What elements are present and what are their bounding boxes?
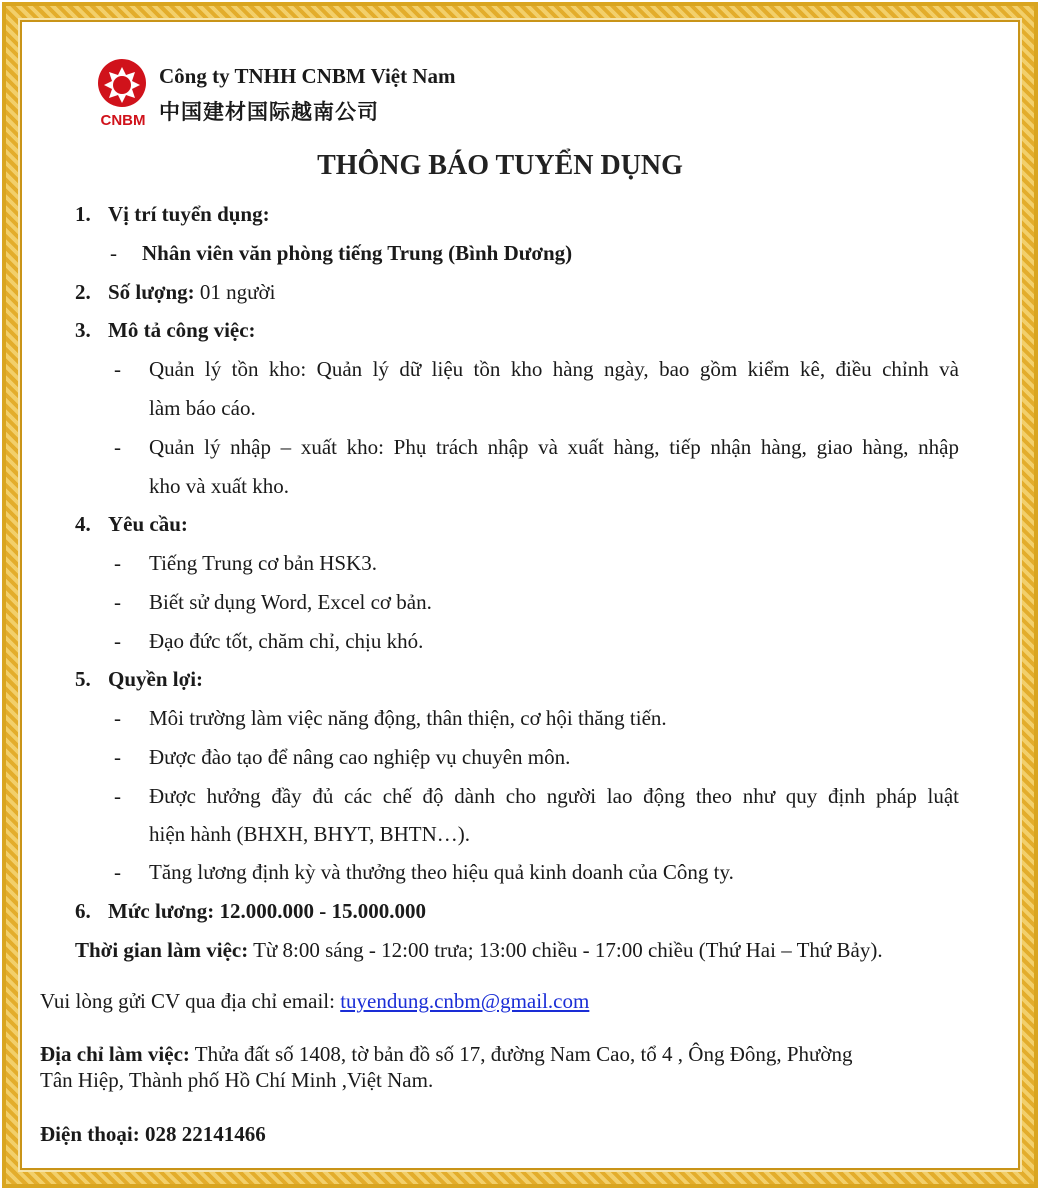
bullet: -	[114, 590, 121, 614]
work-time-value: Từ 8:00 sáng - 12:00 trưa; 13:00 chiều - 17:00 chiều (Thứ Hai – Thứ Bảy).	[253, 938, 883, 962]
salary-heading: Mức lương: 12.000.000 - 15.000.000	[108, 899, 426, 923]
email-link[interactable]: tuyendung.cnbm@gmail.com	[340, 989, 590, 1013]
section-heading-quantity: Số lượng:	[108, 280, 195, 304]
company-name-cn: 中国建材国际越南公司	[159, 100, 379, 124]
section-number: 3.	[75, 318, 91, 342]
benefit-item-continued: hiện hành (BHXH, BHYT, BHTN…).	[149, 822, 470, 846]
requirement-item: Tiếng Trung cơ bản HSK3.	[149, 551, 377, 575]
section-heading-position: Vị trí tuyển dụng:	[108, 202, 270, 226]
section-number: 4.	[75, 512, 91, 536]
benefit-item: Được đào tạo để nâng cao nghiệp vụ chuyên môn.	[149, 745, 571, 769]
cv-instruction: Vui lòng gửi CV qua địa chỉ email:	[40, 989, 335, 1013]
phone-value: 028 22141466	[145, 1122, 266, 1146]
bullet: -	[114, 706, 121, 730]
bullet: -	[114, 551, 121, 575]
logo-text: CNBM	[100, 112, 146, 129]
bullet: -	[114, 435, 121, 459]
bullet: -	[114, 357, 121, 381]
bullet: -	[114, 784, 121, 808]
bullet: -	[114, 860, 121, 884]
section-heading-description: Mô tả công việc:	[108, 318, 256, 342]
address-value-1: Thửa đất số 1408, tờ bản đồ số 17, đường Nam Cao, tổ 4 , Ông Đông, Phường	[194, 1042, 853, 1066]
description-item-line: Quản lý tồn kho: Quản lý dữ liệu tồn kho hàng ngày, bao gồm kiểm kê, điều chỉnh và	[149, 357, 959, 381]
bullet: -	[114, 629, 121, 653]
cnbm-logo-icon	[95, 58, 151, 110]
section-number: 6.	[75, 899, 91, 923]
work-time-line	[75, 938, 883, 962]
address-label: Địa chỉ làm việc:	[40, 1042, 190, 1066]
section-number: 1.	[75, 202, 91, 226]
position-item: Nhân viên văn phòng tiếng Trung (Bình Dương)	[142, 241, 573, 265]
cnbm-logo	[95, 58, 151, 130]
page-title: THÔNG BÁO TUYỂN DỤNG	[317, 150, 683, 181]
cv-line	[40, 989, 589, 1013]
section-number: 5.	[75, 667, 91, 691]
company-name-vn: Công ty TNHH CNBM Việt Nam	[159, 64, 456, 88]
description-item-line: Quản lý nhập – xuất kho: Phụ trách nhập và xuất hàng, tiếp nhận hàng, giao hàng, nhập	[149, 435, 959, 459]
requirement-item: Đạo đức tốt, chăm chỉ, chịu khó.	[149, 629, 424, 653]
section-heading-benefits: Quyền lợi:	[108, 667, 204, 691]
address-line-2: Tân Hiệp, Thành phố Hồ Chí Minh ,Việt Nam.	[40, 1068, 434, 1092]
requirement-item: Biết sử dụng Word, Excel cơ bản.	[149, 590, 432, 614]
quantity-value: 01 người	[199, 280, 276, 304]
section-heading-requirements: Yêu cầu:	[108, 512, 188, 536]
benefit-item: Tăng lương định kỳ và thưởng theo hiệu quả kinh doanh của Công ty.	[149, 860, 734, 884]
section-number: 2.	[75, 280, 91, 304]
bullet: -	[110, 241, 117, 265]
phone-line	[40, 1122, 266, 1146]
benefit-item: Được hưởng đầy đủ các chế độ dành cho người lao động theo như quy định pháp luật	[149, 784, 959, 808]
address-line-1	[40, 1042, 853, 1066]
bullet: -	[114, 745, 121, 769]
work-time-label: Thời gian làm việc:	[75, 938, 249, 962]
benefit-item: Môi trường làm việc năng động, thân thiện, cơ hội thăng tiến.	[149, 706, 667, 730]
phone-label: Điện thoại:	[40, 1122, 140, 1146]
quantity-line	[108, 280, 276, 304]
description-item-line: làm báo cáo.	[149, 396, 256, 420]
description-item-line: kho và xuất kho.	[149, 474, 289, 498]
